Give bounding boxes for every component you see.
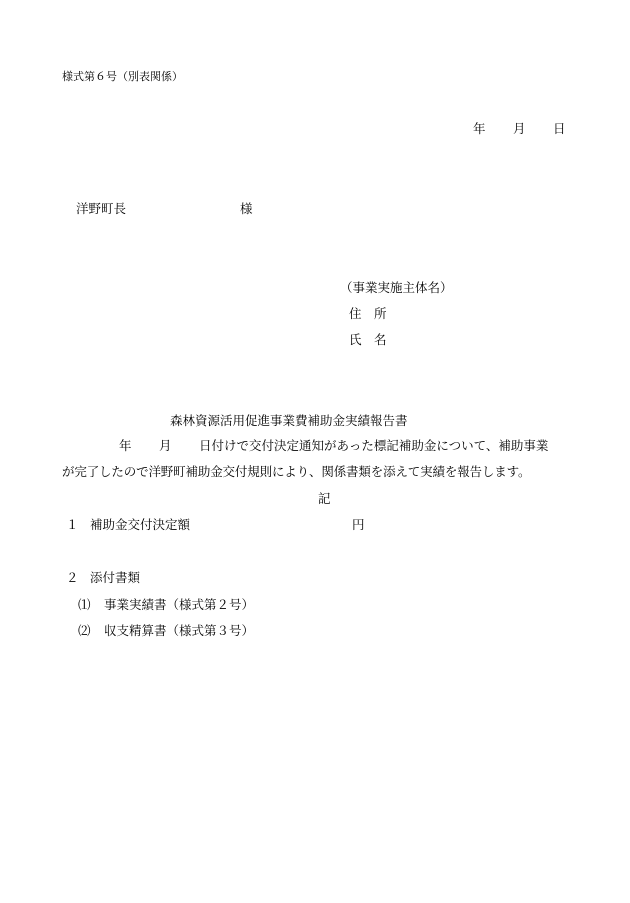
item2-sub1-label: 事業実績書（様式第２号） (104, 597, 255, 612)
form-number: 様式第６号（別表関係） (62, 70, 183, 83)
body-line2-text: が完了したので洋野町補助金交付規則により、関係書類を添えて実績を報告します。 (62, 464, 531, 479)
date-day-label: 日 (553, 121, 566, 136)
applicant-entity-label: （事業実施主体名） (340, 280, 453, 295)
item2-sub2-number: ⑵ (78, 623, 91, 638)
applicant-address-label: 住 所 (349, 306, 387, 321)
addressee-name: 洋野町長 (76, 201, 127, 216)
item2-label: 添付書類 (90, 570, 141, 585)
date-year-label: 年 (473, 121, 486, 136)
item1-number: １ (66, 517, 79, 532)
addressee-honorific: 様 (240, 201, 253, 216)
item2-sub2-label: 収支精算書（様式第３号） (104, 623, 255, 638)
item1-unit: 円 (352, 517, 365, 532)
ki-heading: 記 (318, 491, 331, 506)
item1-label: 補助金交付決定額 (90, 517, 191, 532)
item2-number: ２ (66, 570, 79, 585)
body-year-label: 年 (119, 438, 132, 453)
document-title: 森林資源活用促進事業費補助金実績報告書 (170, 413, 408, 428)
body-line1-text: 日付けで交付決定通知があった標記補助金について、補助事業 (199, 438, 549, 453)
body-month-label: 月 (159, 438, 172, 453)
item2-sub1-number: ⑴ (78, 597, 91, 612)
date-month-label: 月 (513, 121, 526, 136)
applicant-name-label: 氏 名 (349, 332, 387, 347)
